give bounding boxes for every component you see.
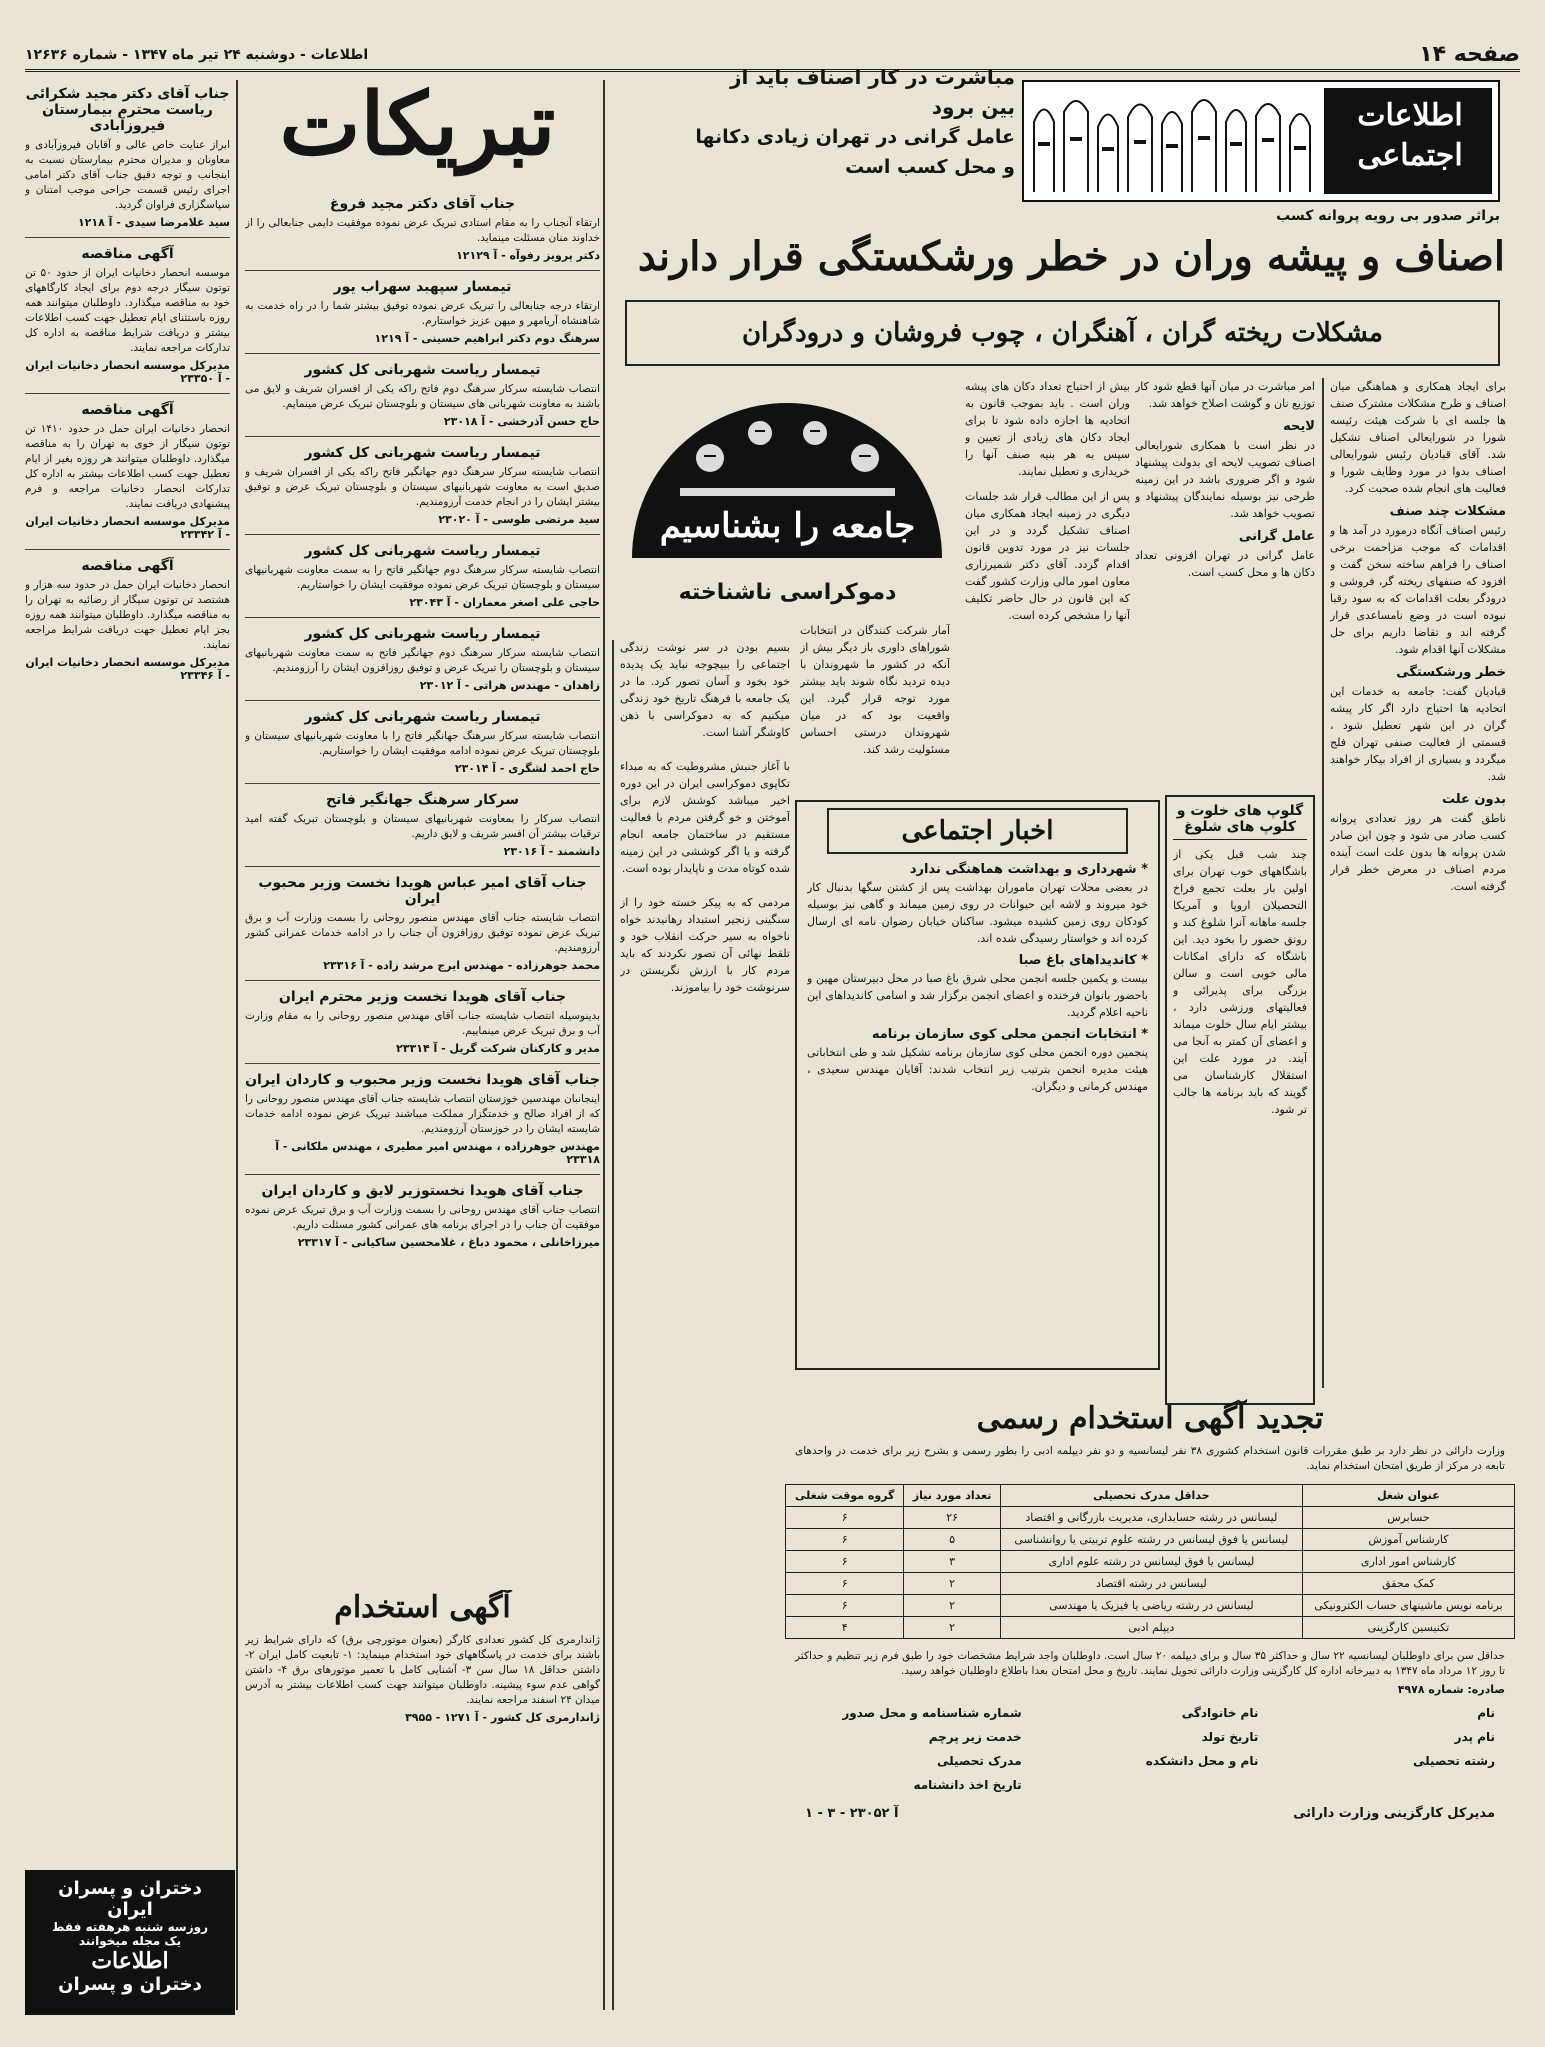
social-news-items — [807, 862, 1148, 1095]
congrats-head: تیمسار ریاست شهربانی کل کشور — [304, 626, 541, 642]
ad-code: مدیرکل موسسه انحصار دخانیات ایران - آ ۲۳۳۴۲ — [25, 515, 230, 541]
table-header-cell: گروه موقت شغلی — [786, 1485, 904, 1507]
col1-subhead-1: مشکلات چند صنف — [1389, 504, 1506, 519]
feature-title: جامعه را بشناسیم — [659, 506, 916, 546]
social-news-box — [795, 800, 1160, 1370]
main-story-col2 — [1135, 378, 1315, 778]
ad-separator — [245, 353, 600, 354]
table-cell: دیپلم ادبی — [1000, 1617, 1302, 1639]
job-ad-left — [245, 1590, 600, 2010]
form-field-label: نام خانوادگی — [1181, 1706, 1259, 1720]
promo-line-3: یک مجله میخوانند — [78, 1934, 182, 1948]
top-story-headline-1: مباشرت در کار اصناف باید از — [729, 65, 1015, 89]
congrats-head: تیمسار ریاست شهربانی کل کشور — [304, 709, 541, 725]
ad-separator — [245, 436, 600, 437]
job-ad-left-code: ژاندارمری کل کشور - آ ۱۲۷۱ - ۳۹۵۵ — [405, 1711, 600, 1724]
top-story — [610, 62, 1015, 202]
congrats-code: دکتر پرویز رفوآه - آ ۱۲۱۲۹ — [456, 249, 600, 262]
promo-box — [25, 1870, 235, 2015]
col2-subhead-2: عامل گرانی — [1238, 529, 1315, 544]
news-item-head: * کاندیداهای باغ صبا — [1018, 953, 1148, 968]
table-row — [786, 1507, 1515, 1529]
table-cell: ۵ — [904, 1529, 1000, 1551]
col1-subhead-2: خطر ورشکستگی — [1396, 665, 1506, 680]
table-header-row — [786, 1485, 1515, 1507]
congrats-code: زاهدان - مهندس هراتی - آ ۲۳۰۱۲ — [419, 679, 600, 692]
col1-para-b: رئیس اصناف آنگاه درمورد در آمد ها و اقدامات که موجب مزاحمت برخی اصناف را فراهم ساخته سخن گفت و افزود که صنفهای ریخته گر، فروشی و درودگر بعلت اقدامات که به سود رقبا نبوده است در وضع نامساعدی قرار گرفته اند و تقاضا داریم برای حل مشکلات آنها اقدام شود. — [1330, 524, 1506, 656]
ad-title: آگهی مناقصه — [81, 558, 174, 574]
ad-text: انحصار دخانیات ایران حمل در حدود ۱۴۱۰ تن توتون سیگار از خوی به تهران را به مناقصه میگذارد. داوطلبان میتوانند هر روزه بغیر از ایام تعطیل جهت کسب اطلاعات بیشتر به اداره کل تدارکات انحصار دخانیات مراجعه و فرم پیشنهادی دریافت نمایند. — [25, 423, 230, 510]
ad-code: سید غلامرضا سیدی - آ ۱۲۱۸ — [77, 216, 230, 229]
form-field-label: مدرک تحصیلی — [937, 1754, 1022, 1768]
congrats-code: مهندس جوهرزاده ، مهندس امیر مطیری ، مهندس ملکانی - آ ۲۳۳۱۸ — [275, 1140, 600, 1166]
congrats-head: تیمسار سپهبد سهراب یور — [333, 279, 512, 295]
clubs-box — [1165, 795, 1315, 1405]
news-item-head: * شهرداری و بهداشت هماهنگی ندارد — [909, 862, 1148, 877]
congrats-head: جناب آقای هویدا نخستوزیر لایق و کاردان ایران — [261, 1183, 584, 1199]
clubs-text: چند شب قبل یکی از باشگاههای خوب تهران برای اولین بار بعلت تجمع فراخ التحصیلان اروپا و آمریکا جلسه ماهانه آنرا شلوغ کند و رونق حضور را بخود دید. این باشگاه که دارای امکانات مالی خوبی است و سالن بزرگی برای پذیرائی و فعالیتهای ورزشی دارد ، بیشتر ایام سال خلوت میماند و اعضای آن کمتر به آنجا می آیند. در مورد علت این استقلال کارشناسان می گویند که باید برنامه ها جالب تر شود. — [1173, 848, 1307, 1116]
table-header-cell: حداقل مدرک تحصیلی — [1000, 1485, 1302, 1507]
promo-line-5: دختران و پسران — [58, 1974, 202, 1995]
left-ads-column — [25, 80, 230, 1960]
column-rule — [603, 80, 605, 2010]
social-feature-logo — [620, 378, 955, 568]
table-row — [786, 1573, 1515, 1595]
table-cell: حسابرس — [1302, 1507, 1514, 1529]
clubs-title: گلوپ های خلوت و کلوپ های شلوغ — [1173, 803, 1307, 840]
employment-footer-code: آ ۲۳۰۵۲ - ۳ - ۱ — [805, 1806, 899, 1821]
ad-separator — [245, 534, 600, 535]
promo-line-2: روزسه شنبه هرهفته فقط — [51, 1920, 209, 1934]
job-ad-left-text: ژاندارمری کل کشور تعدادی کارگر (بعنوان موتورچی برق) که دارای شرایط زیر باشند برای خدمت در پاسگاههای خود استخدام مینماید: ۱- تابعیت کامل ایران ۲- داشتن حداقل ۱۸ سال سن ۳- آشنایی کامل با تعمیر موتورهای برق ۴- داشتن گواهی عدم سوء پیشینه. داوطلبان میتوانند جهت کسب اطلاعات بیشتر به آدرس میدان ۲۴ اسفند مراجعه نمایند. — [245, 1634, 600, 1706]
employment-code-line: صادره: شماره ۴۹۷۸ — [1397, 1683, 1505, 1696]
congrats-text: انتصاب شایسته سرکار سرهنگ دوم جهانگیر فاتح به سمت معاونت شهربانیهای سیستان و بلوچستان را تبریک عرض و توفیق روزافزون ایشان را آرزومندیم. — [245, 647, 600, 674]
top-story-subhead-1: عامل گرانی در تهران زیادی دکانها — [695, 126, 1015, 148]
form-field-label: نام پدر — [1454, 1730, 1495, 1744]
col2-para-a: امر مباشرت در میان آنها قطع شود کار توزیع نان و گوشت اصلاح خواهد شد. — [1135, 380, 1315, 410]
boxed-subhead-text: مشکلات ریخته گران ، آهنگران ، چوب فروشان و درودگران — [742, 318, 1383, 348]
ad-separator — [25, 549, 230, 550]
table-cell: کمک محقق — [1302, 1573, 1514, 1595]
ad-separator — [25, 237, 230, 238]
ad-text: ابراز عنایت خاص عالی و آقایان فیروزآبادی و معاونان و مدیران محترم بیمارستان نسبت به اینجانب و توجه دقیق جناب آقای دکتر امامی اجرای رئیس قسمت جراحی موجب امتنان و سپاسگزاری فراوان گردید. — [25, 139, 230, 211]
news-item-head: * انتخابات انجمن محلی کوی سازمان برنامه — [871, 1027, 1148, 1042]
main-story-col1 — [1330, 378, 1506, 1493]
employment-form — [805, 1706, 1495, 1792]
congrats-code: مدیر و کارکنان شرکت گریل - آ ۲۳۳۱۴ — [396, 1042, 600, 1055]
congrats-text: ارتقاء آنجناب را به مقام استادی تبریک عرض نموده موفقیت دایمی جنابعالی را از خداوند منان مسئلت مینماید. — [245, 217, 600, 244]
feature-subtitle: دموکراسی ناشناخته — [678, 580, 897, 605]
form-field-label: رشته تحصیلی — [1413, 1754, 1495, 1768]
congrats-column — [245, 190, 600, 1575]
form-field-label: نام — [1477, 1706, 1495, 1720]
feature-col-b — [620, 622, 790, 2012]
column-rule — [612, 640, 614, 2010]
main-story-col3 — [965, 378, 1130, 778]
table-cell: تکنیسین کارگزینی — [1302, 1617, 1514, 1639]
congrats-code: سرهنگ دوم دکتر ابراهیم حسینی - آ ۱۲۱۹ — [374, 332, 600, 345]
table-row — [786, 1551, 1515, 1573]
employment-main — [785, 1395, 1515, 2015]
column-rule — [1322, 378, 1324, 1388]
table-cell: برنامه نویس ماشینهای حساب الکترونیکی — [1302, 1595, 1514, 1617]
table-row — [786, 1617, 1515, 1639]
section-badge-illustration — [1022, 80, 1500, 202]
form-field-label: خدمت زیر پرچم — [928, 1730, 1022, 1744]
table-row — [786, 1529, 1515, 1551]
main-story-kicker: براثر صدور بی رویه پروانه کسب — [1276, 208, 1500, 224]
ad-separator — [245, 783, 600, 784]
page-number: صفحه ۱۴ — [1419, 42, 1520, 67]
employment-title: تجدید آگهی استخدام رسمی — [976, 1401, 1324, 1436]
table-cell: ۶ — [786, 1595, 904, 1617]
col1-para-a: برای ایجاد همکاری و هماهنگی میان اصناف و طرح مشکلات مشترک صنف ها جلسه ای با شرکت هیئت رئیسه شورا در شورایعالی اصناف تشکیل شد. آقای قبادیان رئیس شورایعالی اصناف بدوا در مورد وظایف شورا و فعالیت های انجام شده صحبت کرد. — [1330, 380, 1506, 495]
social-news-title-box — [827, 808, 1128, 854]
ad-title: آگهی مناقصه — [81, 402, 174, 418]
congrats-text: انتصاب شایسته سرکار سرهنگ دوم فاتح راکه یکی از افسران شریف و لایق می باشند به معاونت شهربانی های سیستان و بلوچستان تبریک عرض مینمایم. — [245, 383, 600, 410]
congrats-code: محمد جوهرزاده - مهندس ایرج مرشد زاده - آ ۲۳۳۱۶ — [323, 959, 600, 972]
col1-para-d: ناطق گفت هر روز تعدادی پروانه کسب صادر می شود و چون این صادر شدن پروانه ها بدون علت است آینده مردم اصناف در معرض خطر قرار گرفته است. — [1330, 812, 1506, 893]
ad-title: آگهی مناقصه — [81, 246, 174, 262]
table-cell: ۶ — [786, 1529, 904, 1551]
ad-text: انحصار دخانیات ایران حمل در حدود سه هزار و هشتصد تن توتون سیگار از رضائیه به تهران را به مناقصه میگذارد. داوطلبان میتوانند همه روزه بجز ایام تعطیل جهت دریافت شرایط مراجعه نمایند. — [25, 579, 230, 651]
congrats-code: حاج احمد لشگری - آ ۲۳۰۱۴ — [454, 762, 600, 775]
social-news-title: اخبار اجتماعی — [901, 816, 1054, 846]
table-cell: ۲ — [904, 1573, 1000, 1595]
job-ad-left-title: آگهی استخدام — [334, 1590, 511, 1625]
congrats-text: ارتقاء درجه جنابعالی را تبریک عرض نموده توفیق بیشتر شما را در راه خدمت به شاهنشاه آریامهر و میهن عزیز خواستارم. — [245, 300, 600, 327]
ad-separator — [245, 700, 600, 701]
ad-separator — [245, 617, 600, 618]
congrats-head: سرکار سرهنگ جهانگیر فاتح — [326, 792, 519, 808]
employment-footer: مدیرکل کارگزینی وزارت دارائی — [1293, 1806, 1495, 1821]
news-item-text: بیست و یکمین جلسه انجمن محلی شرق باغ صبا در محل دبیرستان مهین و باحضور بانوان فرخنده و اعضای انجمن برگزار شد و اسامی کاندیداهای این ناحیه اعلام گردید. — [807, 972, 1148, 1019]
col1-subhead-3: بدون علت — [1441, 792, 1506, 807]
main-story-headline: اصناف و پیشه وران در خطر ورشکستگی قرار دارند — [637, 233, 1505, 280]
top-story-headline-2: بین برود — [931, 95, 1015, 119]
congrats-title: تبریکات — [279, 74, 556, 175]
ad-separator — [245, 866, 600, 867]
employment-body: حداقل سن برای داوطلبان لیسانسیه ۲۲ سال و حداکثر ۳۵ سال و برای دیپلمه ۲۰ سال است. داوطلبان واجد شرایط مشخصات خود را طبق فرم زیر تنظیم و حداکثر تا روز ۱۲ مرداد ماه ۱۳۴۷ به دبیرخانه اداره کل کارگزینی وزارت دارائی تحویل نمایند. تاریخ و محل امتحان بعدا باطلاع داوطلبان خواهد رسید. — [795, 1650, 1505, 1677]
congrats-head: جناب آقای دکتر مجید فروغ — [329, 196, 516, 212]
congrats-head: جناب آقای امیر عباس هویدا نخست وزیر محبوب ایران — [258, 875, 587, 907]
table-header-cell: تعداد مورد نیاز — [904, 1485, 1000, 1507]
congrats-text: بدینوسیله انتصاب شایسته جناب آقای مهندس منصور روحانی را به مقام وزارت آب و برق تبریک عرض مینماییم. — [245, 1010, 600, 1037]
form-field-label: نام و محل دانشکده — [1145, 1754, 1259, 1768]
table-cell: کارشناس امور اداری — [1302, 1551, 1514, 1573]
table-cell: ۴ — [786, 1617, 904, 1639]
section-badge-label: اطلاعات اجتماعی — [1357, 98, 1463, 173]
col3-para-b: پس از این مطالب قرار شد جلسات دیگری در زمینه ایجاد همکاری میان اصناف تشکیل گردد و در این جلسات نیز در مورد تدوین قانون اقدام گردد. آقای دکتر شمیرزاری معاون امور مالی وزارت کشور گفت که این قانون در حال حاضر تکلیف آنها را مشخص کرده است. — [965, 490, 1130, 622]
table-cell: لیسانس یا فوق لیسانس در رشته علوم اداری — [1000, 1551, 1302, 1573]
form-field-label — [1278, 1778, 1495, 1792]
congrats-code: میرزاخانلی ، محمود دباغ ، غلامحسین ساکیانی - آ ۲۳۳۱۷ — [297, 1236, 600, 1249]
news-item-text: در بعضی محلات تهران ماموران بهداشت پس از کشتن سگها بدنبال کار خود میروند و لاشه این حیوانات در روی زمین میماند و گاهی نیز بوسیله کودکان روی زمین کشیده میشود. ساکنان خیابان رضوان نامه ای ارسال کرده اند و خواستار رسیدگی شده اند. — [807, 881, 1148, 945]
issue-info: اطلاعات - دوشنبه ۲۴ تیر ماه ۱۳۴۷ - شماره ۱۲۶۳۶ — [25, 46, 369, 63]
ad-separator — [245, 1063, 600, 1064]
top-story-subhead-2: و محل کسب است — [845, 156, 1015, 178]
congrats-head: تیمسار ریاست شهربانی کل کشور — [304, 445, 541, 461]
table-cell: لیسانس یا فوق لیسانس در رشته علوم تربیتی یا روانشناسی — [1000, 1529, 1302, 1551]
congrats-code: حاج حسن آذرخشی - آ ۲۳۰۱۸ — [443, 415, 600, 428]
congrats-text: انتصاب شایسته سرکار سرهنگ جهانگیر فاتح را با معاونت شهربانیهای سیستان و بلوچستان تبریک عرض نموده ادامه موفقیت ایشان را خواستاریم. — [245, 730, 600, 757]
table-cell: ۲۶ — [904, 1507, 1000, 1529]
col3-para-a: بیش از احتیاج تعداد دکان های پیشه وران است . باید بموجب قانون به اتحادیه ها اجازه داده شود تا برای ایجاد دکان های زیادی از تعیین و سپس به هر بنیه صنف آنها را خریداری و تعطیل نمایند. — [965, 380, 1130, 478]
congrats-head: جناب آقای هویدا نخست وزیر محبوب و کاردان ایران — [245, 1072, 600, 1088]
table-header-cell: عنوان شغل — [1302, 1485, 1514, 1507]
ad-separator — [25, 393, 230, 394]
main-story-boxed-subhead — [625, 300, 1500, 366]
col2-subhead-1: لایحه — [1283, 419, 1315, 434]
congrats-head: تیمسار ریاست شهربانی کل کشور — [304, 543, 541, 559]
feature-col-a: آمار شرکت کنندگان در انتخابات شوراهای داوری باز دیگر بیش از آنکه در کشور ما شهروندان با دیده تردید نگاه شوند باید بیشتر مورد توجه قرار گیرد. این واقعیت بود که در میان شهروندان درستی احساس مسئولیت رشد کند. — [800, 624, 950, 756]
congrats-code: حاجی علی اصغر معماران - آ ۲۳۰۴۳ — [409, 596, 600, 609]
employment-table — [785, 1484, 1515, 1639]
table-cell: لیسانس در رشته حسابداری، مدیریت بازرگانی و اقتصاد — [1000, 1507, 1302, 1529]
ad-separator — [245, 980, 600, 981]
table-cell: ۶ — [786, 1507, 904, 1529]
ad-code: مدیرکل موسسه انحصار دخانیات ایران - آ ۲۳۳۵۰ — [25, 359, 230, 385]
col1-para-c: قبادیان گفت: جامعه به خدمات این اتحادیه ها احتیاج دارد اگر کار پیشه گران در این شهر تعطیل شود ، قسمتی از فعالیت صنفی تهران فلج میگردد و بسیاری از افراد بیکار خواهند شد. — [1330, 685, 1506, 783]
table-cell: لیسانس در رشته اقتصاد — [1000, 1573, 1302, 1595]
form-field-label: تاریخ اخذ دانشنامه — [913, 1778, 1022, 1792]
column-rule — [236, 80, 238, 2010]
ad-separator — [245, 270, 600, 271]
form-field-label: تاریخ تولد — [1201, 1730, 1259, 1744]
congrats-text: اینجانبان مهندسین خوزستان انتصاب شایسته جناب آقای مهندس منصور روحانی را که از افراد صالح و خدمتگزار مملکت میباشند تبریک عرض نموده ادامه خدمات شایسته ایشان را در خوزستان آرزومندیم. — [245, 1093, 600, 1135]
feature-col-b-text: بسیم بودن در سر نوشت زندگی اجتماعی را ببیچوجه نباید یک پدیده خود بخود و آسان تصور کرد. ما در یک جامعه با فرهنگ تاریخ خود زندگی میکنیم که به دموکراسی با ذهن کاوشگر آشنا است. با آغاز جنبش مشروطیت که به مبداء تکاپوی دموکراسی ایران در این دوره اخیر میباشد کوشش لازم برای آموختن و خو گرفتن مردم با فعالیت مستقیم در ساختمان جامعه انجام گرفته و یا اگر کوششی در این زمینه شده کوتاه مدت و ناپایدار بوده است. مردمی که به پیکر خسته خود را از سنگینی زنجیر استبداد رهانیدند خواه ناخواه به سیر حرکت انقلاب خود و تلقط نهائی آن تصور نکردند که باید مردم کار با ارزش نگریستن در سرنوشت خود را بیاموزند. — [620, 641, 790, 994]
congrats-text: انتصاب جناب آقای مهندس روحانی را بسمت وزارت آب و برق تبریک عرض نموده موفقیت آن جناب را در اجرای برنامه های عمرانی کشور مسئلت داریم. — [245, 1204, 600, 1231]
table-cell: ۲ — [904, 1595, 1000, 1617]
congrats-code: سید مرتضی طوسی - آ ۲۳۰۲۰ — [438, 513, 600, 526]
table-row — [786, 1595, 1515, 1617]
form-field-label: شماره شناسنامه و محل صدور — [842, 1706, 1022, 1720]
table-cell: ۶ — [786, 1573, 904, 1595]
congrats-head: تیمسار ریاست شهربانی کل کشور — [304, 362, 541, 378]
form-field-label — [1042, 1778, 1259, 1792]
congrats-head: جناب آقای هویدا نخست وزیر محترم ایران — [278, 989, 567, 1005]
ad-title: جناب آقای دکتر مجید شکرائی ریاست محترم بیمارستان فیروزآبادی — [25, 86, 230, 134]
table-cell: لیسانس در رشته ریاضی یا فیزیک یا مهندسی — [1000, 1595, 1302, 1617]
congrats-text: انتصاب سرکار را بمعاونت شهربانیهای سیستان و بلوچستان تبریک گفته امید ترقیات بیشتر آن افسر شریف و لایق داریم. — [245, 813, 600, 840]
ad-separator — [245, 1174, 600, 1175]
promo-line-4: اطلاعات — [91, 1948, 169, 1974]
table-cell: ۲ — [904, 1617, 1000, 1639]
congrats-text: انتصاب شایسته سرکار سرهنگ دوم جهانگیر فاتح راکه یکی از افسران شریف و صدیق است به معاونت شهربانیهای سیستان و بلوچستان تبریک عرض و توفیق بیشتر ایشان را در انجام خدمت آرزومندیم. — [245, 466, 600, 508]
table-cell: کارشناس آموزش — [1302, 1529, 1514, 1551]
ad-code: مدیرکل موسسه انحصار دخانیات ایران - آ ۲۳۳۴۶ — [25, 656, 230, 682]
col2-para-b: در نظر است با همکاری شورایعالی اصناف تصویب لایحه ای بدولت پیشنهاد شود و اگر ضروری باشد در این زمینه طرحی نیز بوسیله نمایندگان پیشنهاد و تصویب خواهد شد. — [1135, 439, 1315, 520]
congrats-code: دانشمند - آ ۲۳۰۱۶ — [503, 845, 600, 858]
ad-text: موسسه انحصار دخانیات ایران از حدود ۵۰ تن توتون سیگار درجه دوم برای ایجاد کارگاههای خود به مناقصه میگذارد. داوطلبان میتوانند همه روزه باستثنای ایام تعطیل جهت کسب اطلاعات بیشتر و دریافت شرایط مناقصه به اداره کل تدارکات مراجعه نمایند. — [25, 267, 230, 354]
employment-intro: وزارت دارائی در نظر دارد بر طبق مقررات قانون استخدام کشوری ۳۸ نفر لیسانسیه و دو نفر دیپلمه ادبی را بطور رسمی و بشرح زیر برای خدمت در واحدهای تابعه در مرکز از طریق امتحان استخدام نماید. — [795, 1445, 1506, 1472]
table-cell: ۳ — [904, 1551, 1000, 1573]
promo-line-1: دختران و پسران ایران — [58, 1878, 202, 1920]
congrats-text: انتصاب شایسته سرکار سرهنگ دوم جهانگیر فاتح را به سمت معاونت شهربانیهای سیستان و بلوچستان تبریک عرض نموده موفقیت ایشان را خواستاریم. — [245, 564, 600, 591]
col2-para-c: عامل گرانی در تهران افزونی تعداد دکان ها و محل کسب است. — [1135, 549, 1315, 579]
congrats-text: انتصاب شایسته جناب آقای مهندس منصور روحانی را بسمت وزارت آب و برق تبریک عرض نموده توفیق روزافزون آن جناب را در ادامه خدمات عمرانی کشور آرزومندیم. — [245, 912, 600, 954]
table-cell: ۶ — [786, 1551, 904, 1573]
news-item-text: پنجمین دوره انجمن محلی کوی سازمان برنامه تشکیل شد و طی انتخاباتی هیئت مدیره انجمن بترتیب زیر انتخاب شدند: آقایان مهندس سعیدی ، مهندس کرمانی و دیگران. — [807, 1046, 1148, 1093]
